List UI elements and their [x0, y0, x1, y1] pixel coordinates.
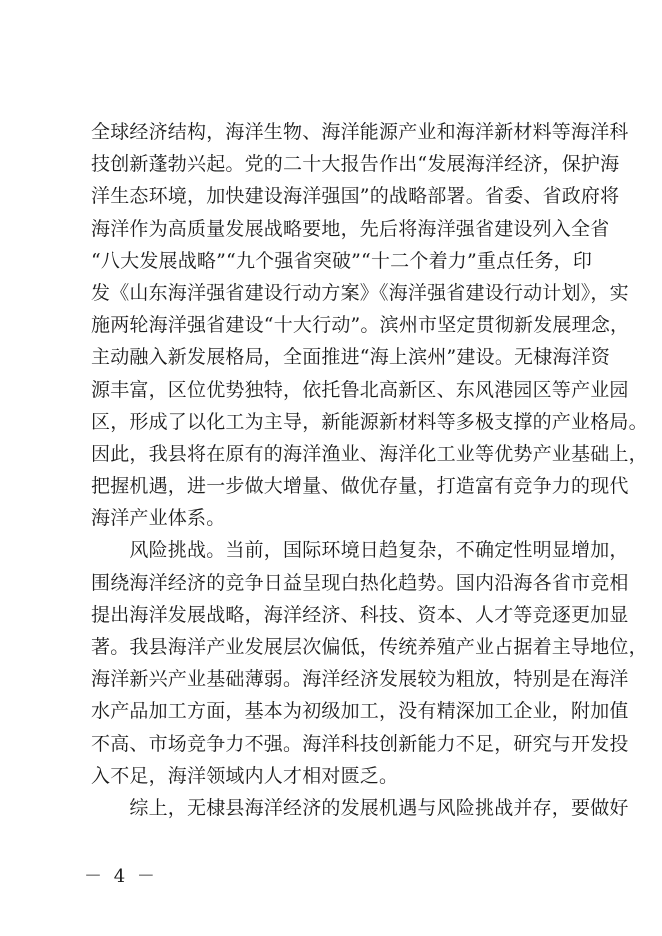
text-line: 著。我县海洋产业发展层次偏低，传统养殖产业占据着主导地位，	[91, 636, 648, 658]
body-text	[91, 116, 648, 824]
text-line: 施两轮海洋强省建设“十大行动”。滨州市坚定贯彻新发展理念，	[91, 314, 630, 337]
text-line: 源丰富，区位优势独特，依托鲁北高新区、东风港园区等产业园	[91, 378, 629, 401]
text-line: 不高、市场竞争力不强。海洋科技创新能力不足，研究与开发投	[91, 732, 629, 755]
page-number: － 4 －	[84, 866, 158, 887]
text-line: 入不足，海洋领域内人才相对匮乏。	[91, 764, 399, 787]
text-line: 海洋作为高质量发展战略要地，先后将海洋强省建设列入全省	[91, 217, 610, 240]
text-line: 提出海洋发展战略，海洋经济、科技、资本、人才等竞逐更加显	[91, 603, 629, 626]
text-line: 洋生态环境，加快建设海洋强国”的战略部署。省委、省政府将	[91, 185, 620, 208]
text-line: 风险挑战。当前，国际环境日趋复杂，不确定性明显增加，	[91, 539, 629, 562]
text-line: 因此，我县将在原有的海洋渔业、海洋化工业等优势产业基础上，	[91, 442, 648, 465]
text-line: 海洋产业体系。	[91, 507, 226, 530]
text-line: 全球经济结构，海洋生物、海洋能源产业和海洋新材料等海洋科	[91, 121, 629, 143]
text-line: 区，形成了以化工为主导，新能源新材料等多极支撑的产业格局。	[91, 410, 648, 433]
text-line: 主动融入新发展格局，全面推进“海上滨州”建设。无棣海洋资	[91, 346, 611, 369]
text-line: “八大发展战略”“九个强省突破”“十二个着力”重点任务，印	[91, 249, 593, 272]
text-line: 技创新蓬勃兴起。党的二十大报告作出“发展海洋经济，保护海	[91, 153, 620, 176]
text-line: 水产品加工方面，基本为初级加工，没有精深加工企业，附加值	[91, 700, 629, 723]
text-line: 把握机遇，进一步做大增量、做优存量，打造富有竞争力的现代	[91, 475, 629, 498]
text-line: 发《山东海洋强省建设行动方案》《海洋强省建设行动计划》，实	[91, 281, 629, 304]
text-line: 综上，无棣县海洋经济的发展机遇与风险挑战并存，要做好	[91, 796, 629, 819]
text-line: 围绕海洋经济的竞争日益呈现白热化趋势。国内沿海各省市竞相	[91, 571, 629, 594]
text-line: 海洋新兴产业基础薄弱。海洋经济发展较为粗放，特别是在海洋	[91, 668, 629, 691]
